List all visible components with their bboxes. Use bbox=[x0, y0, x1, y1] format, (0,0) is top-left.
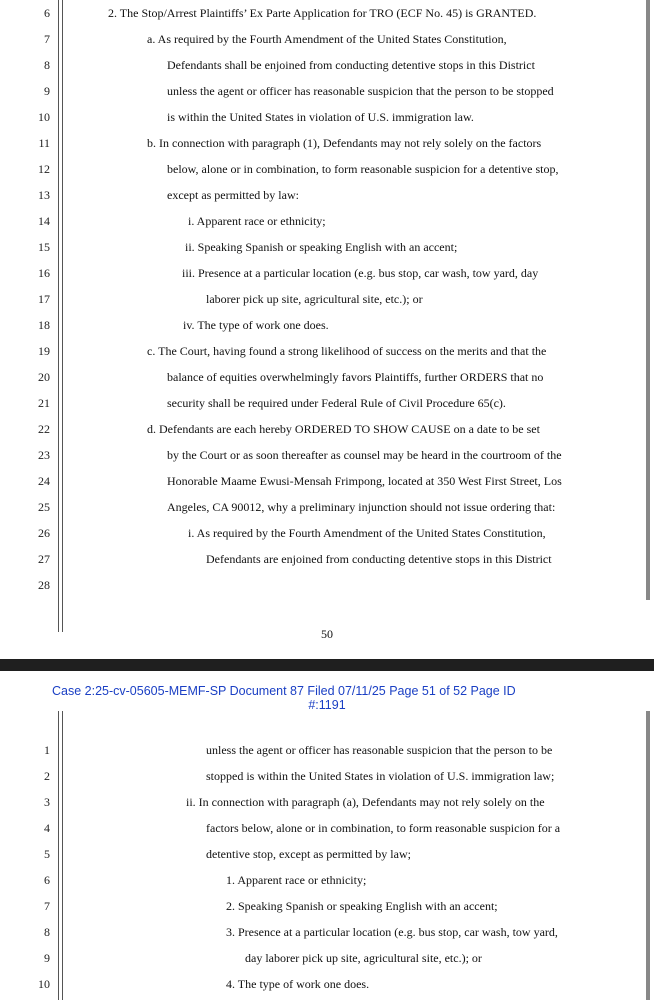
pleading-page-51 bbox=[0, 671, 654, 1000]
list-item: 4. The type of work one does. bbox=[226, 977, 370, 991]
right-margin-rule bbox=[646, 0, 650, 600]
left-margin-rule bbox=[58, 711, 59, 1000]
text-line: factors below, alone or in combination, to form reasonable suspicion for a bbox=[206, 821, 561, 835]
case-header-page-id: #:1191 bbox=[308, 698, 346, 712]
text-line: balance of equities overwhelmingly favors Plaintiffs, further ORDERS that no bbox=[167, 370, 544, 384]
list-item: i. As required by the Fourth Amendment of the United States Constitution, bbox=[188, 526, 546, 540]
text-line: detentive stop, except as permitted by law; bbox=[206, 847, 411, 861]
line-number: 5 bbox=[44, 847, 50, 861]
line-number: 7 bbox=[44, 32, 50, 46]
line-number: 27 bbox=[38, 552, 50, 566]
line-number: 17 bbox=[38, 292, 50, 306]
line-number: 21 bbox=[38, 396, 50, 410]
line-number: 12 bbox=[38, 162, 50, 176]
list-item: iii. Presence at a particular location (e.g. bus stop, car wash, tow yard, day bbox=[182, 266, 539, 280]
left-margin-rule-inner bbox=[62, 0, 63, 632]
text-line: unless the agent or officer has reasonable suspicion that the person to be bbox=[206, 743, 553, 757]
text-line: Defendants are enjoined from conducting detentive stops in this District bbox=[206, 552, 552, 566]
order-paragraph-2: 2. The Stop/Arrest Plaintiffs’ Ex Parte Application for TRO (ECF No. 45) is GRANTED. bbox=[108, 6, 537, 20]
line-number: 15 bbox=[38, 240, 50, 254]
text-line: stopped is within the United States in violation of U.S. immigration law; bbox=[206, 769, 555, 783]
line-number: 22 bbox=[38, 422, 50, 436]
line-number: 1 bbox=[44, 743, 50, 757]
list-item: 3. Presence at a particular location (e.g. bus stop, car wash, tow yard, bbox=[226, 925, 558, 939]
line-number: 24 bbox=[38, 474, 50, 488]
line-number: 7 bbox=[44, 899, 50, 913]
line-number: 8 bbox=[44, 58, 50, 72]
line-number: 6 bbox=[44, 6, 50, 20]
line-number: 20 bbox=[38, 370, 50, 384]
page-separator bbox=[0, 659, 654, 671]
text-line: security shall be required under Federal Rule of Civil Procedure 65(c). bbox=[167, 396, 506, 410]
text-line: laborer pick up site, agricultural site, etc.); or bbox=[206, 292, 423, 306]
line-number: 26 bbox=[38, 526, 50, 540]
order-subparagraph-b: b. In connection with paragraph (1), Defendants may not rely solely on the factors bbox=[147, 136, 542, 150]
case-header: Case 2:25-cv-05605-MEMF-SP Document 87 Filed 07/11/25 Page 51 of 52 Page ID bbox=[52, 684, 516, 698]
text-line: is within the United States in violation of U.S. immigration law. bbox=[167, 110, 474, 124]
list-item: iv. The type of work one does. bbox=[183, 318, 329, 332]
line-number: 9 bbox=[44, 84, 50, 98]
text-line: day laborer pick up site, agricultural site, etc.); or bbox=[245, 951, 482, 965]
line-number: 8 bbox=[44, 925, 50, 939]
list-item: i. Apparent race or ethnicity; bbox=[188, 214, 326, 228]
line-number: 11 bbox=[38, 136, 50, 150]
line-number: 16 bbox=[38, 266, 50, 280]
line-number: 28 bbox=[38, 578, 50, 592]
line-number: 23 bbox=[38, 448, 50, 462]
line-number: 14 bbox=[38, 214, 50, 228]
line-number: 6 bbox=[44, 873, 50, 887]
text-line: by the Court or as soon thereafter as counsel may be heard in the courtroom of the bbox=[167, 448, 562, 462]
line-number: 2 bbox=[44, 769, 50, 783]
right-margin-rule bbox=[646, 711, 650, 1000]
text-line: Defendants shall be enjoined from conducting detentive stops in this District bbox=[167, 58, 535, 72]
line-number: 10 bbox=[38, 110, 50, 124]
line-number: 3 bbox=[44, 795, 50, 809]
list-item: 1. Apparent race or ethnicity; bbox=[226, 873, 367, 887]
left-margin-rule-inner bbox=[62, 711, 63, 1000]
left-margin-rule bbox=[58, 0, 59, 632]
text-line: Honorable Maame Ewusi-Mensah Frimpong, located at 350 West First Street, Los bbox=[167, 474, 562, 488]
line-number: 18 bbox=[38, 318, 50, 332]
line-number: 13 bbox=[38, 188, 50, 202]
list-item: ii. In connection with paragraph (a), Defendants may not rely solely on the bbox=[186, 795, 545, 809]
line-number: 25 bbox=[38, 500, 50, 514]
text-line: unless the agent or officer has reasonable suspicion that the person to be stopped bbox=[167, 84, 554, 98]
list-item: 2. Speaking Spanish or speaking English with an accent; bbox=[226, 899, 498, 913]
list-item: ii. Speaking Spanish or speaking English with an accent; bbox=[185, 240, 458, 254]
page-number: 50 bbox=[321, 627, 333, 641]
text-line: except as permitted by law: bbox=[167, 188, 299, 202]
order-subparagraph-d: d. Defendants are each hereby ORDERED TO SHOW CAUSE on a date to be set bbox=[147, 422, 540, 436]
order-subparagraph-c: c. The Court, having found a strong likelihood of success on the merits and that the bbox=[147, 344, 547, 358]
line-number: 10 bbox=[38, 977, 50, 991]
line-number: 4 bbox=[44, 821, 50, 835]
text-line: Angeles, CA 90012, why a preliminary injunction should not issue ordering that: bbox=[167, 500, 556, 514]
order-subparagraph-a: a. As required by the Fourth Amendment of the United States Constitution, bbox=[147, 32, 507, 46]
text-line: below, alone or in combination, to form reasonable suspicion for a detentive stop, bbox=[167, 162, 559, 176]
line-number: 19 bbox=[38, 344, 50, 358]
line-number: 9 bbox=[44, 951, 50, 965]
